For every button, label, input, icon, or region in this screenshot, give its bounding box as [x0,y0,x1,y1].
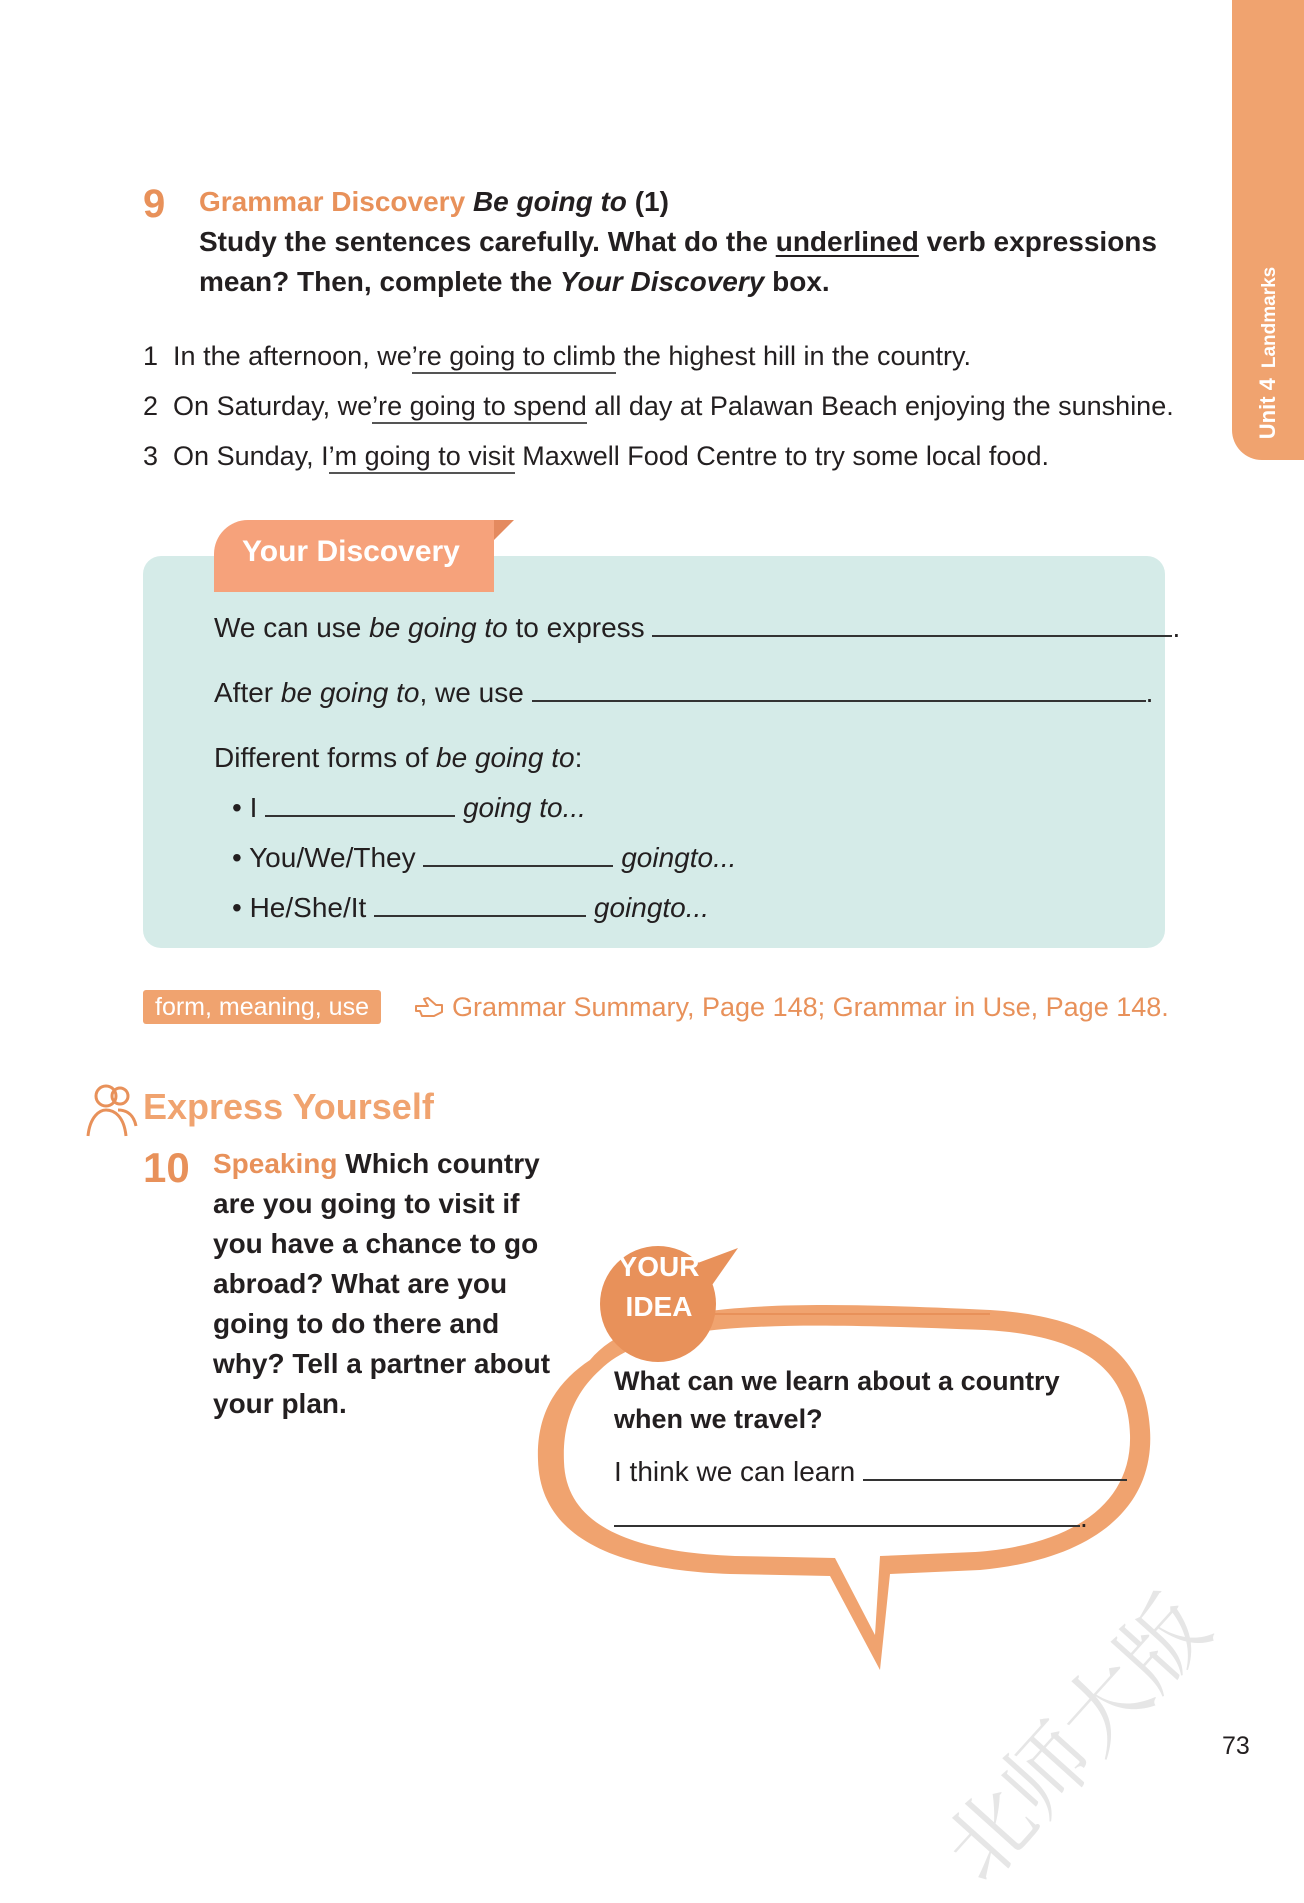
sentence-2 [143,388,1174,424]
instruction-box-name: Your Discovery [559,266,765,297]
blank-line[interactable] [265,814,455,817]
discovery-text: to express [515,612,645,643]
sentence-number: 2 [143,391,159,421]
your-idea-question: What can we learn about a country when we travel? [614,1366,1060,1434]
discovery-period: . [1145,677,1154,708]
sentence-text: In the afternoon, we [173,341,412,371]
exercise-10-text: Which country are you going to visit if you have a chance to go abroad? What are you going to do there and why? Tell a partner about your plan. [213,1148,551,1419]
unit-topic: Landmarks [1259,266,1280,369]
form-row-he-she-it [232,890,709,926]
sentence-text: the highest hill in the country. [623,341,972,371]
blank-line[interactable] [614,1524,1080,1527]
unit-tab-label [1255,233,1281,473]
form-subject: • I [232,792,258,823]
discovery-text: Different forms of [214,742,429,773]
page-number: 73 [1222,1732,1250,1760]
discovery-text: , we use [419,677,524,708]
discovery-italic: be going to [436,742,575,773]
instruction-text: verb expressions [926,226,1157,257]
instruction-underlined: underlined [775,226,919,257]
sentence-number: 1 [143,341,159,371]
blank-line[interactable] [652,634,1172,637]
pointing-hand-icon [414,994,444,1020]
grammar-reference-link[interactable]: Grammar Summary, Page 148; Grammar in Use, Page 148. [452,992,1169,1022]
discovery-italic: be going to [369,612,508,643]
unit-label: Unit 4 [1255,378,1280,440]
prompt-text: I think we can learn [614,1456,856,1487]
discovery-line-1 [214,610,1180,646]
blank-line[interactable] [863,1478,1127,1481]
watermark: 北师大版 [924,1577,1230,1901]
discovery-italic: be going to [280,677,420,708]
exercise-9-number: 9 [143,182,166,226]
your-idea-prompt [614,1454,1127,1490]
grammar-part: (1) [634,186,669,217]
discovery-line-3 [214,740,582,776]
sentence-underlined: ’re going to spend [372,391,587,424]
your-idea-second-line [614,1500,1088,1536]
grammar-topic: Be going to [472,186,627,217]
blank-line[interactable] [374,914,586,917]
form-subject: • You/We/They [232,842,416,873]
blank-line[interactable] [532,699,1146,702]
people-icon [84,1080,142,1138]
sentence-text: all day at Palawan Beach enjoying the sunshine. [594,391,1174,421]
instruction-text: box. [772,266,830,297]
form-row-you-we-they [232,840,736,876]
form-row-i [232,790,586,826]
sentence-text: On Sunday, I [173,441,329,471]
badge-line: IDEA [625,1291,693,1322]
your-idea-badge [604,1247,714,1327]
exercise-9-instruction-line2 [199,262,830,302]
sentence-3 [143,438,1049,474]
exercise-10-number: 10 [143,1144,190,1191]
speaking-label: Speaking [213,1148,338,1179]
discovery-text: After [214,677,274,708]
form-tail: goingto... [621,842,737,873]
sentence-1 [143,338,971,374]
sentence-text: Maxwell Food Centre to try some local food. [522,441,1049,471]
discovery-period: . [1172,612,1181,643]
form-subject: • He/She/It [232,892,367,923]
sentence-text: On Saturday, we [173,391,373,421]
form-tail: goingto... [593,892,710,923]
express-yourself-heading: Express Yourself [143,1086,434,1127]
unit-side-tab [1232,0,1304,460]
form-meaning-use-tag: form, meaning, use [143,990,381,1024]
form-tail: going to... [462,792,586,823]
exercise-10-prompt [213,1144,553,1424]
prompt-period: . [1080,1502,1088,1533]
instruction-text: Study the sentences carefully. What do the [199,226,768,257]
blank-line[interactable] [423,864,613,867]
your-discovery-tab: Your Discovery [214,520,494,592]
sentence-underlined: ’re going to climb [412,341,616,374]
discovery-line-2 [214,675,1153,711]
sentence-underlined: ’m going to visit [329,441,515,474]
discovery-text: : [574,742,583,773]
exercise-9-instruction-line1 [199,222,1157,262]
exercise-9-heading [199,182,669,222]
sentence-number: 3 [143,441,159,471]
discovery-text: We can use [214,612,362,643]
instruction-text: mean? Then, complete the [199,266,553,297]
grammar-discovery-label: Grammar Discovery [199,186,466,217]
badge-line: YOUR [618,1251,700,1282]
